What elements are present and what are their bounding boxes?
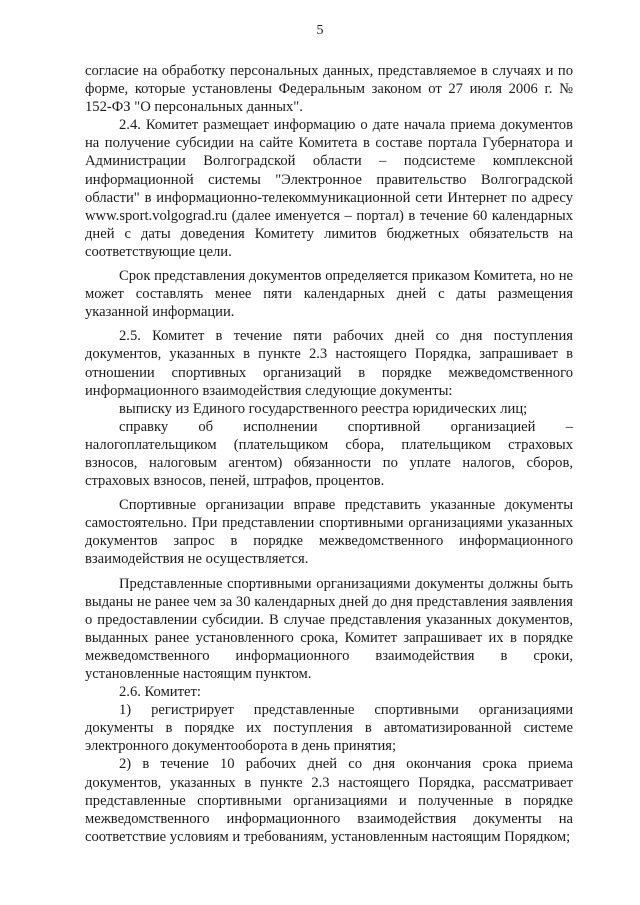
paragraph-2-5: 2.5. Комитет в течение пяти рабочих дней со дня поступления документов, указанных в пункте 2.3 настоящего Порядка, запрашивает в отношении спортивных организаций в порядке межведомственного информационного взаимодействия следующие документы: [85, 328, 573, 399]
paragraph-2-4: 2.4. Комитет размещает информацию о дате начала приема документов на получение субсидии на сайте Комитета в составе портала Губернатора и Администрации Волгоградской области – подсистеме комплексной информационной системы "Электронное правительство Волгоградской области" в информационно-телекоммуникационной сети Интернет по адресу www.sport.volgograd.ru (далее именуется – портал) в течение 60 календарных дней с даты доведения Комитету лимитов бюджетных обязательств на соответствующие цели. [85, 117, 573, 260]
list-item-registry-extract: выписку из Единого государственного реестра юридических лиц; [119, 400, 528, 417]
paragraph-self-submission: Спортивные организации вправе представить указанные документы самостоятельно. При представлении спортивными организациями указанных документов запрос в порядке межведомственного информационного взаимодействия не осуществляется. [85, 497, 573, 568]
paragraph-submission-deadline: Срок представления документов определяется приказом Комитета, но не может составлять менее пяти календарных дней с даты размещения указанной информации. [85, 268, 573, 321]
document-body [85, 62, 573, 846]
list-item-registration: 1) регистрирует представленные спортивными организациями документы в порядке их поступления в автоматизированной системе электронного документооборота в день принятия; [85, 702, 573, 755]
paragraph-2-6-heading: 2.6. Комитет: [119, 684, 201, 701]
list-item-review: 2) в течение 10 рабочих дней со дня окончания срока приема документов, указанных в пункте 2.3 настоящего Порядка, рассматривает представленные спортивными организациями и полученные в порядке межведомственного информационного взаимодействия документы на соответствие условиям и требованиям, установленным настоящим Порядком; [85, 756, 573, 845]
paragraph-consent-continuation: согласие на обработку персональных данных, представляемое в случаях и по форме, которые установлены Федеральным законом от 27 июля 2006 г. № 152-ФЗ "О персональных данных". [85, 63, 573, 116]
paragraph-document-validity: Представленные спортивными организациями документы должны быть выданы не ранее чем за 30 календарных дней до дня представления заявления о предоставлении субсидии. В случае представления указанных документов, выданных ранее установленного срока, Комитет запрашивает их в порядке межведомственного информационного взаимодействия в сроки, установленные настоящим пунктом. [85, 575, 573, 682]
page-number: 5 [316, 23, 324, 38]
list-item-tax-certificate: справку об исполнении спортивной организацией – налогоплательщиком (плательщиком сбора, плательщиком страховых взносов, налоговым агентом) обязанности по уплате налогов, сборов, страховых взносов, пеней, штрафов, процентов. [85, 418, 573, 490]
